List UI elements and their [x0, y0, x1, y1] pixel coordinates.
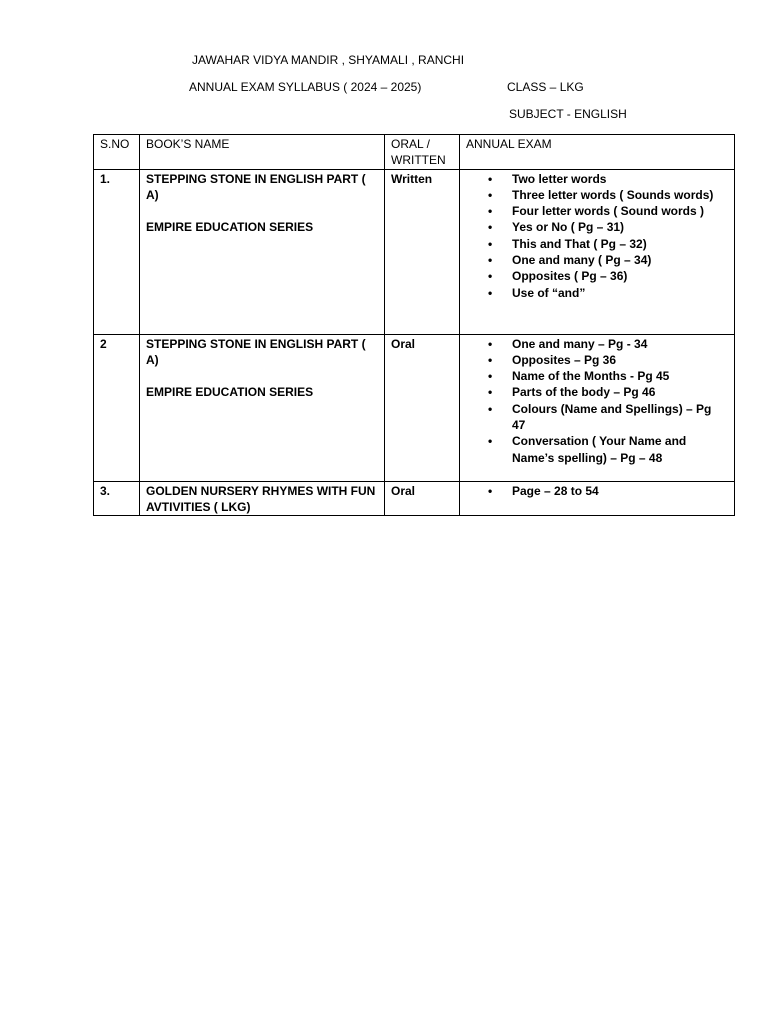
row-topics: [460, 481, 735, 516]
topic-list: [466, 483, 728, 499]
list-item: • Use of “and”: [488, 285, 586, 300]
list-item: • Two letter words: [488, 171, 607, 186]
topic-list: [466, 171, 728, 301]
row-mode: Written: [385, 169, 460, 334]
row-book-name: [140, 169, 385, 334]
row-topics: [460, 334, 735, 481]
bullet-icon: •: [488, 236, 493, 251]
list-item: • Colours (Name and Spellings) – Pg 47: [488, 401, 712, 433]
class-label: CLASS – LKG: [507, 80, 584, 94]
table-row: [94, 334, 735, 481]
row-sno: 2: [94, 334, 140, 481]
list-item: • Opposites – Pg 36: [488, 352, 617, 367]
list-item: • This and That ( Pg – 32): [488, 236, 647, 251]
list-item: • Parts of the body – Pg 46: [488, 385, 656, 400]
bullet-icon: •: [488, 187, 493, 202]
list-item: • One and many ( Pg – 34): [488, 253, 652, 268]
book-title: STEPPING STONE IN ENGLISH PART ( A): [146, 336, 366, 367]
table-row: [94, 169, 735, 334]
table-row: [94, 481, 735, 516]
list-item: • Three letter words ( Sounds words): [488, 187, 714, 202]
column-header-book-name: BOOK’S NAME: [140, 135, 385, 170]
syllabus-table: [93, 134, 735, 516]
row-book-name: [140, 334, 385, 481]
bullet-icon: •: [488, 220, 493, 235]
bullet-icon: •: [488, 401, 493, 416]
bullet-icon: •: [488, 369, 493, 384]
bullet-icon: •: [488, 434, 493, 449]
bullet-icon: •: [488, 483, 493, 498]
school-name: JAWAHAR VIDYA MANDIR , SHYAMALI , RANCHI: [192, 53, 465, 67]
list-item: • Name of the Months - Pg 45: [488, 369, 670, 384]
bullet-icon: •: [488, 385, 493, 400]
book-title: STEPPING STONE IN ENGLISH PART ( A): [146, 171, 366, 202]
bullet-icon: •: [488, 253, 493, 268]
book-title: GOLDEN NURSERY RHYMES WITH FUN AVTIVITIES ( LKG): [146, 483, 376, 514]
table-header-row: [94, 135, 735, 170]
list-item: • Four letter words ( Sound words ): [488, 204, 704, 219]
row-topics: [460, 169, 735, 334]
subject-label: SUBJECT - ENGLISH: [509, 107, 627, 121]
topic-list: [466, 336, 728, 466]
row-sno: 1.: [94, 169, 140, 334]
row-book-name: [140, 481, 385, 516]
book-publisher: EMPIRE EDUCATION SERIES: [146, 220, 314, 235]
row-mode: Oral: [385, 481, 460, 516]
list-item: • Page – 28 to 54: [488, 483, 599, 498]
syllabus-title: ANNUAL EXAM SYLLABUS ( 2024 – 2025): [189, 80, 422, 94]
list-item: • Conversation ( Your Name and Name’s spelling) – Pg – 48: [488, 434, 687, 465]
column-header-sno: S.NO: [94, 135, 140, 170]
bullet-icon: •: [488, 336, 493, 351]
list-item: • Yes or No ( Pg – 31): [488, 220, 625, 235]
list-item: • One and many – Pg - 34: [488, 336, 648, 351]
list-item: • Opposites ( Pg – 36): [488, 269, 628, 284]
row-sno: 3.: [94, 481, 140, 516]
column-header-annual-exam: ANNUAL EXAM: [460, 135, 735, 170]
column-header-oral-written: ORAL / WRITTEN: [385, 135, 460, 170]
bullet-icon: •: [488, 352, 493, 367]
bullet-icon: •: [488, 204, 493, 219]
book-publisher: EMPIRE EDUCATION SERIES: [146, 385, 314, 400]
bullet-icon: •: [488, 285, 493, 300]
bullet-icon: •: [488, 171, 493, 186]
row-mode: Oral: [385, 334, 460, 481]
bullet-icon: •: [488, 269, 493, 284]
